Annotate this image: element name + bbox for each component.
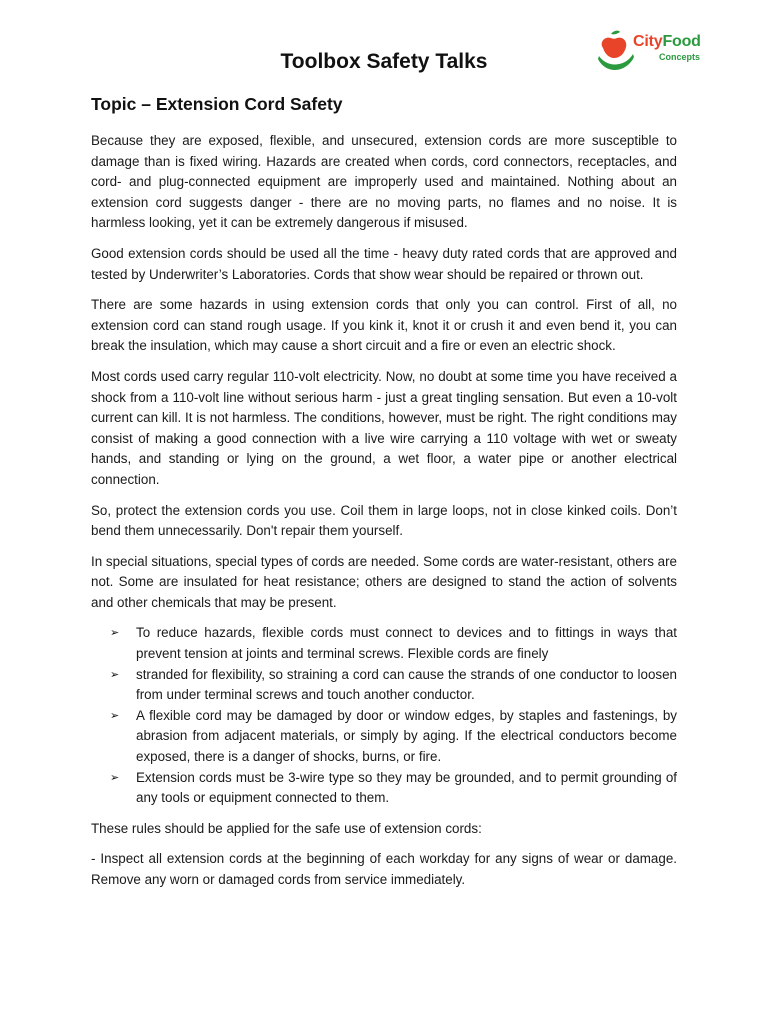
bullet-item xyxy=(110,706,677,768)
paragraph-5: So, protect the extension cords you use. Coil them in large loops, not in close kinked coils. Don’t bend them unnecessarily. Don't repair them yourself. xyxy=(91,502,677,539)
bullet-item xyxy=(110,665,677,706)
rules-intro: These rules should be applied for the safe use of extension cords: xyxy=(91,820,482,836)
arrowhead-bullet-icon: ➢ xyxy=(110,771,120,784)
arrowhead-bullet-icon: ➢ xyxy=(110,627,120,640)
document-title: Toolbox Safety Talks xyxy=(280,50,488,73)
paragraph-4: Most cords used carry regular 110-volt electricity. Now, no doubt at some time you have received a shock from a 110-volt line without serious harm - just a great tingling sensation. But even a 10-volt current can kill. It is not harmless. The conditions, however, must be right. The right conditions may consist of making a good connection with a live wire carrying a 110 voltage with wet or sweaty hands, and standing or lying on the ground, a wet floor, a water pipe or another electrical connection. xyxy=(91,368,677,487)
paragraph-1: Because they are exposed, flexible, and unsecured, extension cords are more susceptible to damage than is fixed wiring. Hazards are created when cords, cord connectors, receptacles, and cord- and plug-connected equipment are improperly used and maintained. Nothing about an extension cord suggests danger - there are no moving parts, no flames and no noise. It is harmless looking, yet it can be extremely dangerous if misused. xyxy=(91,133,677,231)
document-body xyxy=(91,131,677,901)
logo-wordmark: CityFood xyxy=(633,33,701,50)
bullet-item xyxy=(110,768,677,809)
bullet-text: Extension cords must be 3-wire type so they may be grounded, and to permit grounding of any tools or equipment connected to them. xyxy=(136,769,677,806)
paragraph-2: Good extension cords should be used all the time - heavy duty rated cords that are approved and tested by Underwriter’s Laboratories. Cords that show wear should be repaired or thrown out. xyxy=(91,245,677,282)
bullet-text: A flexible cord may be damaged by door or window edges, by staples and fastenings, by abrasion from adjacent materials, or simply by aging. If the electrical conductors become exposed, there is a danger of shocks, burns, or fire. xyxy=(136,707,677,765)
bullet-text: To reduce hazards, flexible cords must connect to devices and to fittings in ways that prevent tension at joints and terminal screws. Flexible cords are finely xyxy=(136,625,677,662)
bullet-list xyxy=(91,623,677,808)
arrowhead-bullet-icon: ➢ xyxy=(110,709,120,722)
paragraph-3: There are some hazards in using extension cords that only you can control. First of all, no extension cord can stand rough usage. If you kink it, knot it or crush it and even bend it, you can break the insulation, which may cause a short circuit and a fire or even an electric shock. xyxy=(91,297,677,354)
bullet-text: stranded for flexibility, so straining a cord can cause the strands of one conductor to loosen from under terminal screws and touch another conductor. xyxy=(136,666,677,703)
logo-tagline: Concepts xyxy=(659,52,701,62)
rule-item: - Inspect all extension cords at the beginning of each workday for any signs of wear or damage. Remove any worn or damaged cords from service immediately. xyxy=(91,851,677,887)
topic-heading: Topic – Extension Cord Safety xyxy=(91,94,343,114)
arrowhead-bullet-icon: ➢ xyxy=(110,668,120,681)
bullet-item xyxy=(110,623,677,664)
paragraph-6: In special situations, special types of cords are needed. Some cords are water-resistant, others are not. Some are insulated for heat resistance; others are designed to stand the action of solvents and other chemicals that may be present. xyxy=(91,553,677,610)
